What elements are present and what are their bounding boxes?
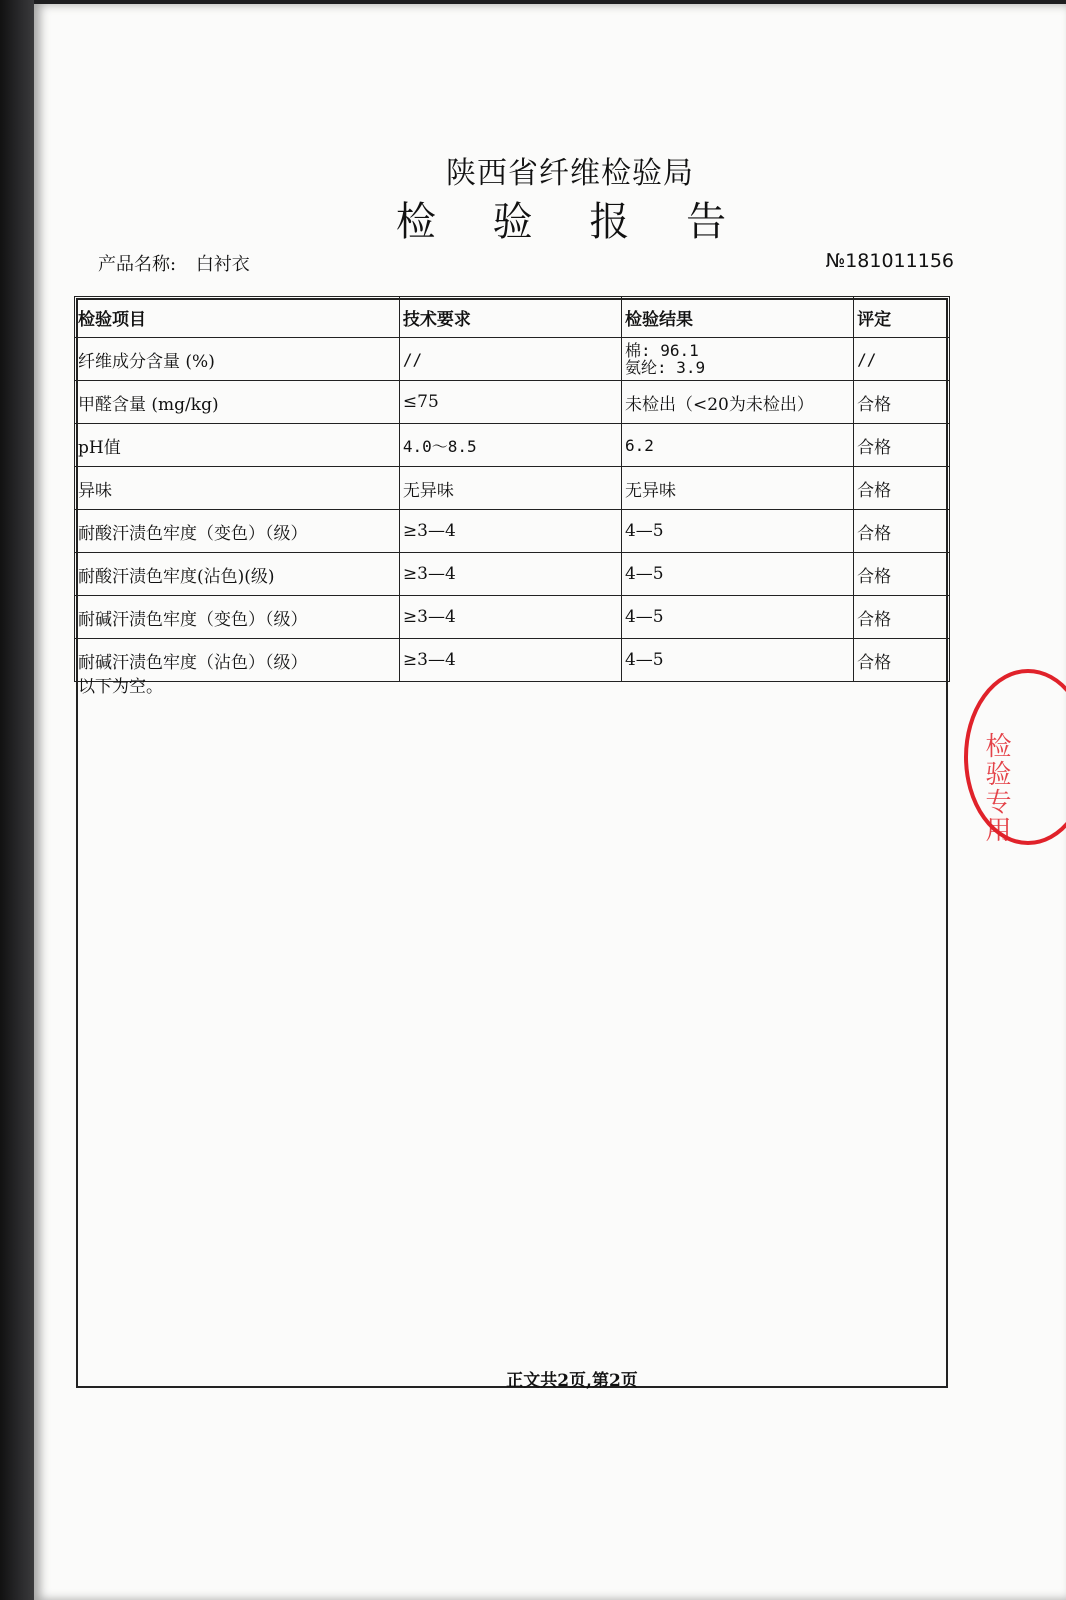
item-cell: 耐酸汗渍色牢度（变色）（级）	[75, 510, 400, 553]
requirement-cell: 4.0～8.5	[399, 424, 621, 467]
table-row	[75, 338, 950, 381]
report-number: №181011156	[825, 250, 954, 272]
requirement-cell: ≥3—4	[399, 596, 621, 639]
column-header: 技术要求	[399, 297, 621, 338]
item-cell: pH值	[75, 424, 400, 467]
table-row	[75, 424, 950, 467]
result-cell: 4—5	[621, 596, 853, 639]
item-cell: 耐碱汗渍色牢度（变色）（级）	[75, 596, 400, 639]
report-title: 检 验 报 告	[395, 199, 749, 245]
verdict-cell: //	[854, 338, 950, 381]
official-seal	[958, 662, 1066, 852]
item-cell: 耐碱汗渍色牢度（沾色）（级）	[75, 639, 400, 682]
result-cell: 4—5	[621, 553, 853, 596]
result-line: 棉: 96.1	[624, 341, 699, 360]
svg-text:检验专用: 检验专用	[981, 732, 1011, 844]
result-cell	[621, 338, 853, 381]
verdict-cell: 合格	[854, 510, 950, 553]
requirement-cell: ≥3—4	[399, 510, 621, 553]
requirement-cell: //	[399, 338, 621, 381]
item-cell: 纤维成分含量 (%)	[75, 338, 400, 381]
result-cell: 4—5	[621, 510, 853, 553]
organization-title: 陕西省纤维检验局	[446, 156, 694, 191]
column-header: 检验项目	[75, 297, 400, 338]
table-row	[75, 510, 950, 553]
verdict-cell: 合格	[854, 467, 950, 510]
table-header-row	[75, 297, 950, 338]
result-line: 氨纶: 3.9	[624, 358, 706, 377]
result-cell: 4—5	[621, 639, 853, 682]
binding-edge	[0, 0, 34, 1600]
verdict-cell: 合格	[854, 381, 950, 424]
table-row	[75, 467, 950, 510]
requirement-cell: ≥3—4	[399, 553, 621, 596]
report-page	[34, 4, 1066, 1600]
table-row	[75, 553, 950, 596]
verdict-cell: 合格	[854, 424, 950, 467]
page-footer: 正文共2页,第2页	[506, 1371, 638, 1391]
results-table	[74, 296, 950, 682]
product-line	[98, 250, 250, 276]
verdict-cell: 合格	[854, 553, 950, 596]
result-cell: 6.2	[621, 424, 853, 467]
item-cell: 耐酸汗渍色牢度(沾色)(级)	[75, 553, 400, 596]
item-cell: 异味	[75, 467, 400, 510]
verdict-cell: 合格	[854, 596, 950, 639]
column-header: 检验结果	[621, 297, 853, 338]
table-row	[75, 639, 950, 682]
item-cell: 甲醛含量 (mg/kg)	[75, 381, 400, 424]
result-cell: 未检出（<20为未检出）	[621, 381, 853, 424]
empty-note: 以下为空。	[78, 677, 163, 697]
requirement-cell: ≤75	[399, 381, 621, 424]
table-row	[75, 381, 950, 424]
product-label: 产品名称:	[98, 254, 177, 275]
result-cell: 无异味	[621, 467, 853, 510]
table-row	[75, 596, 950, 639]
column-header: 评定	[854, 297, 950, 338]
requirement-cell: 无异味	[399, 467, 621, 510]
requirement-cell: ≥3—4	[399, 639, 621, 682]
verdict-cell: 合格	[854, 639, 950, 682]
product-name: 白衬衣	[195, 254, 250, 275]
